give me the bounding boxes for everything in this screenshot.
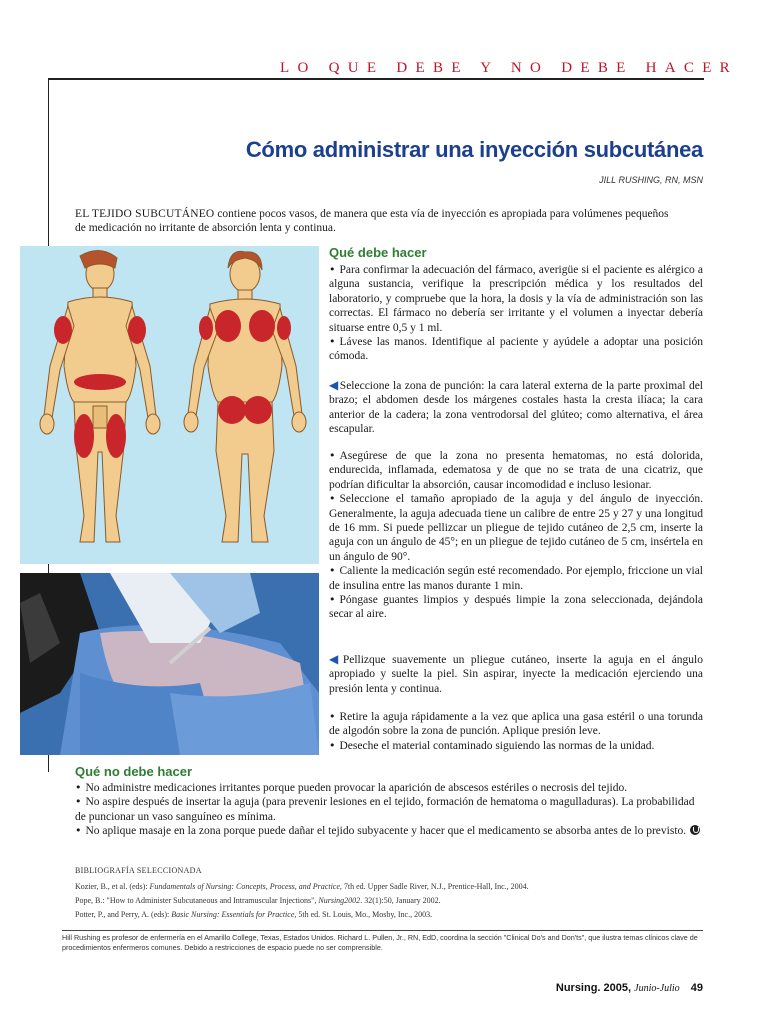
reference-title: Fundamentals of Nursing: Concepts, Process, and Practice	[149, 882, 340, 891]
page-number: 49	[690, 982, 703, 994]
triangle-left-icon: ◀	[329, 378, 339, 392]
do-item: • Caliente la medicación según esté recomendado. Por ejemplo, friccione un vial de insulina entre las manos durante 1 min.	[329, 564, 703, 593]
reference-details: . 32(1):50, January 2002.	[360, 896, 441, 905]
issue-date: Junio-Julio	[634, 983, 680, 994]
do-item-text: Pellizque suavemente un pliegue cutáneo, inserte la aguja en el ángulo apropiado y suelte la piel. Sin aspirar, inyecte la medicación ejerciendo una presión lenta y continua.	[329, 654, 703, 695]
do-list-part-3	[329, 449, 703, 622]
article-title: Cómo administrar una inyección subcutánea	[245, 137, 703, 162]
author-byline: JILL RUSHING, RN, MSN	[599, 175, 703, 185]
front-figure	[40, 250, 160, 542]
intro-lead: EL TEJIDO SUBCUTÁNEO	[75, 208, 215, 220]
reference-item	[75, 882, 695, 891]
section-title: LO QUE DEBE Y NO DEBE HACER	[280, 60, 738, 76]
author-footnote: Hill Rushing es profesor de enfermería en el Amarillo College, Texas, Estados Unidos. Richard L. Pullen, Jr., RN, EdD, coordina la sección "Clinical Do's and Don'ts", que ilustra temas clínicos clave de procedimientos enfermeros comunes. Debido a restricciones de espacio puede no ser comprensible.	[62, 933, 698, 952]
do-item: • Retire la aguja rápidamente a la vez que aplica una gasa estéril o una torunda de algodón sobre la zona de punción. Aplique presión leve.	[329, 710, 703, 739]
do-item-text: Seleccione la zona de punción: la cara lateral externa de la parte proximal del brazo; el abdomen desde los márgenes costales hasta la cresta ilíaca; la cara anterior de la cadera; la zona ventrodorsal del glúteo; como alternativa, el área escapular.	[329, 380, 703, 436]
do-list-part-1	[329, 263, 703, 364]
triangle-left-icon: ◀	[329, 652, 342, 666]
magazine-name: Nursing. 2005,	[555, 982, 632, 994]
bibliography-heading: BIBLIOGRAFÍA SELECCIONADA	[75, 866, 202, 875]
injection-photo	[20, 573, 319, 755]
reference-authors: Pope, B.: "How to Administer Subcutaneous and Intramuscular Injections",	[75, 896, 319, 905]
do-item: • Asegúrese de que la zona no presenta hematomas, no está dolorida, endurecida, inflamada, edematosa y de que no se trata de una cicatriz, que podrían dificultar la absorción, causar incomodidad e incluso lesionar.	[329, 449, 703, 492]
do-item: • Deseche el material contaminado siguiendo las normas de la unidad.	[329, 739, 703, 753]
do-list-part-5	[329, 710, 703, 753]
reference-item	[75, 896, 695, 905]
top-rule	[48, 78, 704, 80]
dont-list	[75, 781, 703, 839]
dont-item	[75, 824, 703, 838]
dont-item-text: No aplique masaje en la zona porque puede dañar el tejido subyacente y hacer que el medicamento se absorba antes de lo previsto.	[85, 825, 687, 838]
footnote-rule	[62, 930, 703, 931]
reference-details: , 5th ed. St. Louis, Mo., Mosby, Inc., 2003.	[294, 910, 433, 919]
do-heading: Qué debe hacer	[329, 245, 427, 260]
intro-text: contiene pocos vasos, de manera que esta vía de inyección es apropiada para volúmenes pequeños de medicación no irritante de absorción lenta y continua.	[75, 208, 669, 234]
intro-paragraph	[75, 207, 675, 235]
page-folio	[480, 982, 703, 994]
do-item: • Para confirmar la adecuación del fármaco, averigüe si el paciente es alérgico a alguna sustancia, verifique la prescripción médica y los resultados del laboratorio, y compruebe que la hora, la dosis y la vía de administración son las correctas. El fármaco no debería ser irritante y el volumen a inyectar debería situarse entre 0,5 y 1 ml.	[329, 263, 703, 335]
do-item: • Póngase guantes limpios y después limpie la zona seleccionada, dejándola secar al aire.	[329, 593, 703, 622]
do-list-part-2	[329, 378, 703, 437]
body-figures-diagram	[20, 246, 319, 564]
injection-sites-illustration	[20, 246, 319, 564]
dont-item: • No administre medicaciones irritantes porque pueden provocar la aparición de abscesos estériles o necrosis del tejido.	[75, 781, 703, 795]
reference-title: Basic Nursing: Essentials for Practice	[171, 910, 295, 919]
dont-heading: Qué no debe hacer	[75, 764, 193, 779]
reference-title: Nursing2002	[318, 896, 361, 905]
reference-details: , 7th ed. Upper Sadle River, N.J., Prentice-Hall, Inc., 2004.	[339, 882, 529, 891]
do-item: • Seleccione el tamaño apropiado de la aguja y del ángulo de inyección. Generalmente, la aguja adecuada tiene un calibre de entre 25 y 27 y una longitud de 16 mm. Si puede pellizcar un pliegue de tejido cutáneo de 2,5 cm, inserte la aguja con un ángulo de 45°; en un pliegue de tejido cutáneo de 5 cm, insértela en un ángulo de 90°.	[329, 492, 703, 564]
reference-item	[75, 910, 695, 919]
end-of-article-icon	[690, 825, 700, 835]
reference-authors: Kozier, B., et al. (eds):	[75, 882, 150, 891]
do-item-arrow	[329, 378, 703, 437]
dont-item: • No aspire después de insertar la aguja (para prevenir lesiones en el tejido, formación de hematoma o magulladuras). La probabilidad de puncionar un vaso sanguíneo es mínima.	[75, 795, 703, 824]
back-figure	[184, 251, 306, 542]
injection-photo-drawing	[20, 573, 319, 755]
do-list-part-4	[329, 652, 703, 696]
reference-authors: Potter, P., and Perry, A. (eds):	[75, 910, 172, 919]
do-item-arrow	[329, 652, 703, 696]
do-item: • Lávese las manos. Identifique al paciente y ayúdele a adoptar una posición cómoda.	[329, 335, 703, 364]
